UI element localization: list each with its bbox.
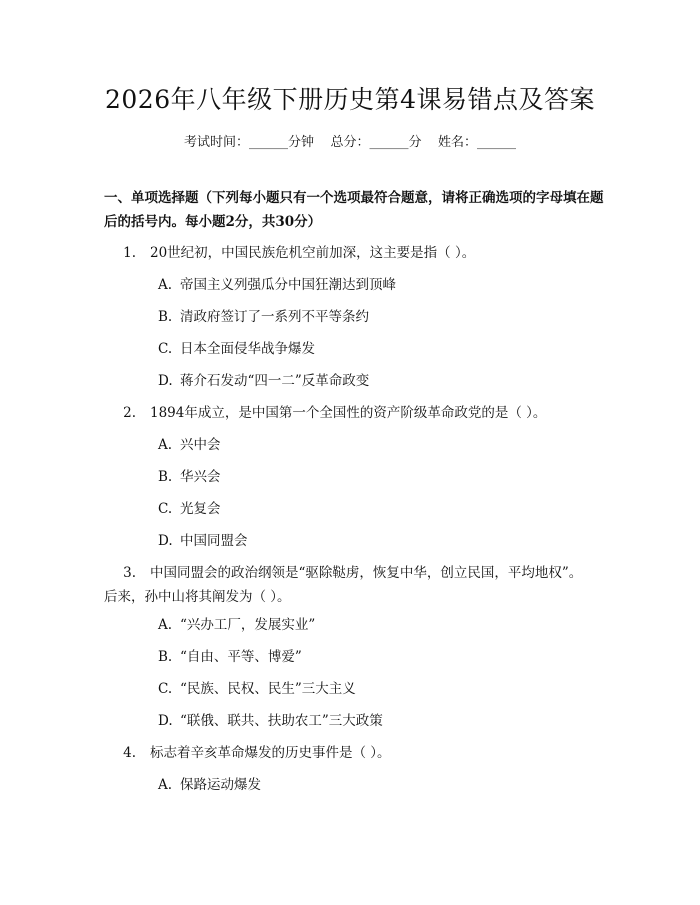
option-letter: D. [158, 373, 173, 389]
question-number: 2. [123, 405, 136, 421]
option-letter: B. [158, 309, 173, 325]
question-number: 4. [123, 745, 136, 761]
question-number: 1. [123, 245, 136, 261]
option-2b [158, 465, 221, 489]
option-letter: D. [158, 713, 173, 729]
option-letter: A. [158, 437, 173, 453]
option-1b [158, 305, 369, 329]
option-text: 中国同盟会 [180, 533, 248, 549]
option-3b [158, 645, 302, 669]
option-3d [158, 709, 383, 733]
option-1a [158, 273, 396, 297]
option-letter: B. [158, 469, 173, 485]
question-text: 中国同盟会的政治纲领是“驱除鞑虏，恢复中华，创立民国，平均地权”。后来，孙中山将其阐发为（ ）。 [104, 565, 583, 605]
option-1c [158, 337, 315, 361]
question-text: 20世纪初，中国民族危机空前加深，这主要是指（ ）。 [150, 245, 476, 261]
option-text: “民族、民权、民生”三大主义 [180, 681, 356, 697]
option-letter: D. [158, 533, 173, 549]
option-letter: A. [158, 617, 173, 633]
option-text: 兴中会 [180, 437, 221, 453]
option-text: 光复会 [180, 501, 221, 517]
section-heading: 一、单项选择题（下列每小题只有一个选项最符合题意，请将正确选项的字母填在题后的括号内。每小题2分，共30分） [104, 190, 604, 230]
question-text: 标志着辛亥革命爆发的历史事件是（ ）。 [150, 745, 391, 761]
option-text: “兴办工厂，发展实业” [180, 617, 316, 633]
question-4 [104, 741, 584, 765]
option-text: “联俄、联共、扶助农工”三大政策 [180, 713, 383, 729]
option-text: 华兴会 [180, 469, 221, 485]
question-3 [104, 561, 590, 609]
option-letter: C. [158, 681, 173, 697]
option-3a [158, 613, 315, 637]
option-text: 日本全面侵华战争爆发 [180, 341, 315, 357]
option-2a [158, 433, 221, 457]
question-1 [104, 241, 584, 265]
option-text: “自由、平等、博爱” [180, 649, 302, 665]
option-4a [158, 773, 261, 797]
option-letter: C. [158, 501, 173, 517]
option-text: 保路运动爆发 [180, 777, 261, 793]
question-2 [104, 401, 604, 425]
option-2c [158, 497, 221, 521]
question-text: 1894年成立，是中国第一个全国性的资产阶级革命政党的是（ ）。 [150, 405, 547, 421]
option-letter: A. [158, 277, 173, 293]
option-letter: B. [158, 649, 173, 665]
option-text: 蒋介石发动“四一二”反革命政变 [180, 373, 370, 389]
page-title: 2026年八年级下册历史第4课易错点及答案 [104, 85, 596, 114]
option-text: 帝国主义列强瓜分中国狂潮达到顶峰 [180, 277, 396, 293]
question-number: 3. [123, 565, 136, 581]
option-text: 清政府签订了一系列不平等条约 [180, 309, 369, 325]
exam-meta-line: 考试时间：______分钟 总分：______分 姓名：______ [183, 135, 517, 150]
option-letter: A. [158, 777, 173, 793]
option-3c [158, 677, 356, 701]
option-letter: C. [158, 341, 173, 357]
option-2d [158, 529, 248, 553]
option-1d [158, 369, 369, 393]
